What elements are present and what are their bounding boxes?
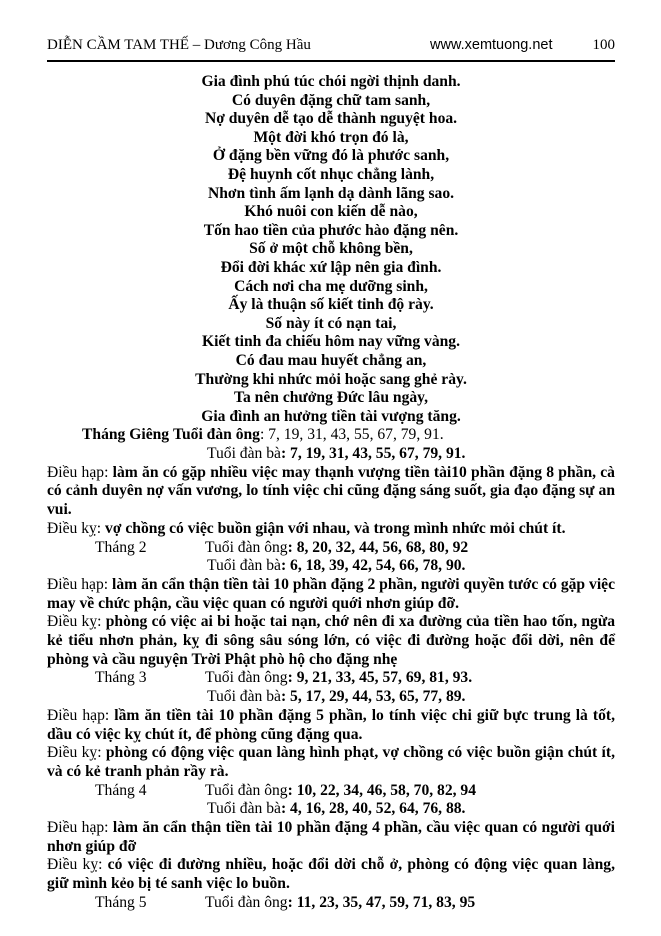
poem-line: Đệ huynh cốt nhục chẳng lành, bbox=[227, 165, 435, 183]
men-ages-line bbox=[47, 426, 615, 445]
women-ages-label: Tuổi đàn bà bbox=[207, 444, 281, 462]
month-name: Tháng Giêng bbox=[82, 426, 170, 444]
men-ages-line bbox=[47, 539, 615, 558]
poem-line: Gia đình an hưởng tiền tài vượng tăng. bbox=[201, 407, 461, 425]
hap-text: làm ăn cẩn thận tiền tài 10 phần đặng 2 phần, người quyền tước có gặp việc may về chức phận, cầu việc quan có người quới nhơn giúp đỡ. bbox=[47, 575, 615, 612]
month-name: Tháng 4 bbox=[95, 781, 147, 799]
poem-line: Nhơn tình ấm lạnh dạ dành lãng sao. bbox=[207, 184, 455, 202]
poem-line: Nợ duyên dễ tạo dễ thành nguyệt hoa. bbox=[204, 110, 458, 128]
men-ages-label: Tuổi đàn ông bbox=[205, 781, 288, 799]
month-name: Tháng 2 bbox=[95, 538, 147, 556]
men-ages-line bbox=[47, 782, 615, 801]
month-block-2 bbox=[47, 539, 615, 670]
women-ages-line bbox=[207, 800, 615, 819]
men-ages-line bbox=[47, 894, 615, 913]
men-ages-numbers: : 7, 19, 31, 43, 55, 67, 79, 91. bbox=[259, 426, 444, 444]
ky-paragraph bbox=[47, 520, 615, 539]
poem-line: Ở đặng bền vững đó là phước sanh, bbox=[212, 147, 450, 165]
hap-text: lầm ăn tiền tài 10 phần đặng 5 phần, lo tính việc chi giữ bực trung là tốt, dầu có việc kỵ chút ít, để phòng cũng đặng qua. bbox=[47, 706, 615, 743]
poem-line: Có duyên đặng chữ tam sanh, bbox=[231, 91, 431, 109]
ky-label: Điều kỵ: bbox=[47, 856, 103, 874]
month-block-gieng bbox=[47, 426, 615, 538]
women-ages-line bbox=[207, 688, 615, 707]
website-url: www.xemtuong.net bbox=[429, 37, 553, 53]
poem bbox=[47, 73, 615, 426]
hap-label: Điều hạp: bbox=[47, 463, 109, 481]
month-block-5 bbox=[47, 894, 615, 913]
women-ages-label: Tuổi đàn bà bbox=[207, 688, 281, 706]
poem-line: Một đời khó trọn đó là, bbox=[253, 128, 409, 146]
hap-label: Điều hạp: bbox=[47, 575, 109, 593]
month-name: Tháng 3 bbox=[95, 669, 147, 687]
ky-paragraph bbox=[47, 744, 615, 781]
poem-line: Số ở một chỗ không bền, bbox=[249, 240, 413, 258]
poem-line: Cách nơi cha mẹ dưỡng sinh, bbox=[234, 277, 428, 295]
ky-label: Điều kỵ: bbox=[47, 613, 102, 631]
hap-text: làm ăn cẩn thận tiền tài 10 phần đặng 4 phần, cầu việc quan có người quới nhơn giúp đỡ bbox=[47, 819, 616, 855]
women-ages-numbers: : 5, 17, 29, 44, 53, 65, 77, 89. bbox=[280, 688, 466, 706]
men-ages-numbers: : 10, 22, 34, 46, 58, 70, 82, 94 bbox=[287, 781, 477, 799]
book-title: DIỄN CẦM TAM THẾ – Dương Công Hầu bbox=[47, 37, 311, 53]
poem-line: Ta nên chưởng Đức lâu ngày, bbox=[233, 389, 429, 407]
poem-line: Khó nuôi con kiến dễ nào, bbox=[244, 203, 418, 221]
ky-text: vợ chồng có việc buồn giận với nhau, và trong mình nhức mỏi chút ít. bbox=[105, 519, 566, 537]
women-ages-numbers: : 7, 19, 31, 43, 55, 67, 79, 91. bbox=[280, 444, 466, 462]
month-block-4 bbox=[47, 782, 615, 894]
hap-label: Điều hạp: bbox=[47, 819, 109, 837]
month-block-3 bbox=[47, 669, 615, 781]
hap-paragraph bbox=[47, 707, 615, 744]
hap-paragraph bbox=[47, 819, 615, 856]
hap-label: Điều hạp: bbox=[47, 706, 110, 724]
poem-line: Thường khi nhức mỏi hoặc sang ghẻ rày. bbox=[195, 370, 467, 388]
poem-line: Gia đình phú túc chói ngời thịnh danh. bbox=[201, 73, 461, 90]
women-ages-label: Tuổi đàn bà bbox=[207, 557, 281, 575]
women-ages-numbers: : 6, 18, 39, 42, 54, 66, 78, 90. bbox=[280, 557, 466, 575]
men-ages-label: Tuổi đàn ông bbox=[205, 669, 288, 687]
women-ages-line bbox=[207, 445, 615, 464]
month-sections bbox=[47, 426, 615, 912]
month-name: Tháng 5 bbox=[95, 893, 147, 911]
page-header bbox=[47, 36, 615, 54]
men-ages-numbers: : 9, 21, 33, 45, 57, 69, 81, 93. bbox=[287, 669, 473, 687]
poem-line: Kiết tinh đa chiếu hôm nay vững vàng. bbox=[201, 333, 461, 351]
ky-text: có việc đi đường nhiều, hoặc đổi dời chỗ ở, phòng có động việc quan làng, giữ mình kẻo bị té sanh việc lo buồn. bbox=[47, 856, 615, 893]
women-ages-line bbox=[207, 557, 615, 576]
men-ages-line bbox=[47, 669, 615, 688]
women-ages-label: Tuổi đàn bà bbox=[207, 800, 281, 818]
hap-paragraph bbox=[47, 576, 615, 613]
header-divider bbox=[47, 60, 615, 62]
men-ages-numbers: : 11, 23, 35, 47, 59, 71, 83, 95 bbox=[287, 893, 476, 911]
men-ages-label: Tuổi đàn ông bbox=[205, 538, 288, 556]
men-ages-numbers: : 8, 20, 32, 44, 56, 68, 80, 92 bbox=[287, 538, 469, 556]
poem-line: Có đau mau huyết chẳng an, bbox=[235, 351, 427, 369]
poem-line: Ấy là thuận số kiết tinh độ rày. bbox=[228, 296, 434, 314]
hap-text: làm ăn có gặp nhiều việc may thạnh vượng tiền tài10 phần đặng 8 phần, cà có cảnh duyên nợ vấn vương, lo tính việc chi cũng đặng sáng suốt, gia đạo đặng sự an vui. bbox=[47, 463, 615, 519]
ky-label: Điều kỵ: bbox=[47, 519, 102, 537]
women-ages-numbers: : 4, 16, 28, 40, 52, 64, 76, 88. bbox=[280, 800, 466, 818]
header-right bbox=[430, 36, 615, 54]
poem-line: Tốn hao tiền của phước hào đặng nên. bbox=[203, 221, 459, 239]
men-ages-label: Tuổi đàn ông bbox=[173, 426, 260, 444]
poem-line: Số này ít có nạn tai, bbox=[265, 314, 397, 332]
page-number: 100 bbox=[592, 37, 615, 53]
ky-paragraph bbox=[47, 613, 615, 669]
ky-text: phòng có động việc quan làng hình phạt, vợ chồng có việc buồn giận chút ít, và có kẻ tranh phản rầy rà. bbox=[47, 744, 615, 780]
poem-line: Đổi đời khác xứ lập nên gia đình. bbox=[220, 258, 442, 276]
men-ages-label: Tuổi đàn ông bbox=[205, 893, 288, 911]
ky-paragraph bbox=[47, 856, 615, 893]
ky-text: phòng có việc ai bi hoặc tai nạn, chớ nên đi xa đường của tiền hao tốn, ngừa kẻ tiểu nhơn phản, kỵ đi sông sâu sóng lớn, có việc đi đường hoặc đổi dời, nên để phòng và cầu nguyện Trời Phật phò hộ cho đặng nhẹ bbox=[47, 613, 615, 668]
hap-paragraph bbox=[47, 464, 615, 520]
ky-label: Điều kỵ: bbox=[47, 744, 102, 762]
